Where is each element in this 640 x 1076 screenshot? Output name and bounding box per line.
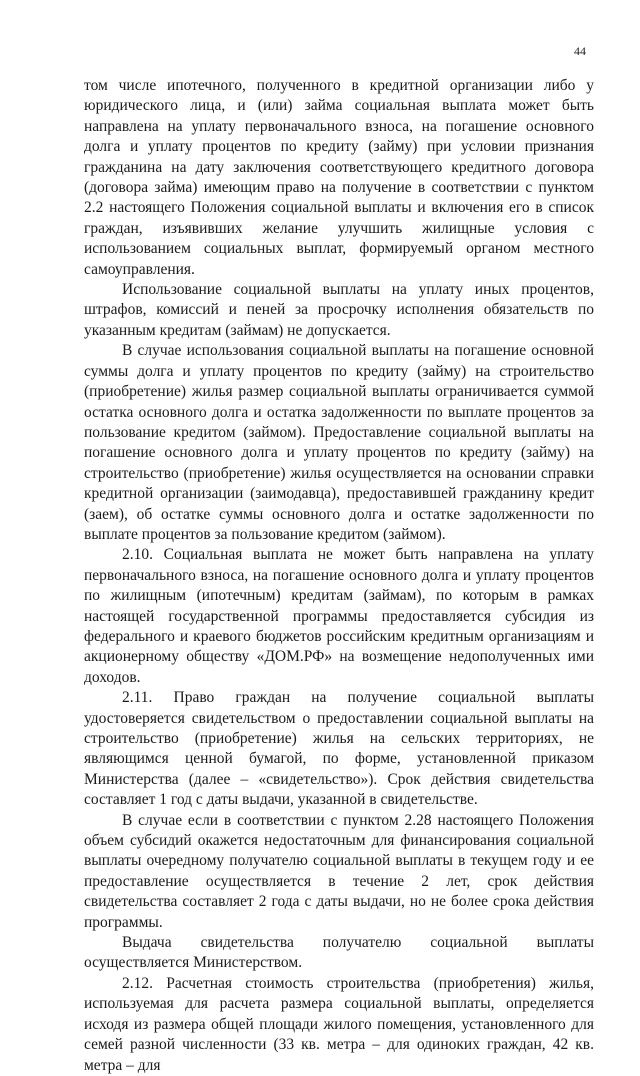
paragraph-section-2-12: 2.12. Расчетная стоимость строительства (приобретения) жилья, используемая для расчета размера социальной выплаты, определяется исходя из размера общей площади жилого помещения, установленного для семей разной численности (33 кв. метра – для одиноких граждан, 42 кв. метра – для [84,974,594,1074]
paragraph-section-2-11: 2.11. Право граждан на получение социальной выплаты удостоверяется свидетельством о предоставлении социальной выплаты на строительство (приобретение) жилья на сельских территориях, не являющимся ценной бумагой, по форме, установленной приказом Министерства (далее – «свидетельство»). Срок действия свидетельства составляет 1 год с даты выдачи, указанной в свидетельстве. [84,689,594,809]
paragraph: В случае использования социальной выплаты на погашение основной суммы долга и уплату процентов по кредиту (займу) на строительство (приобретение) жилья размер социальной выплаты ограничивается суммой остатка основного долга и остатка задолженности по выплате процентов за пользование кредитом (займом). Предоставление социальной выплаты на погашение основного долга и уплату процентов по кредиту (займу) на строительство (приобретение) жилья осуществляется на основании справки кредитной организации (заимодавца), предоставившей гражданину кредит (заем), об остатке суммы основного долга и остатке задолженности по выплате процентов за пользование кредитом (займом). [84,342,594,543]
paragraph: Использование социальной выплаты на уплату иных процентов, штрафов, комиссий и пеней за просрочку исполнения обязательств по указанным кредитам (займам) не допускается. [84,281,594,339]
page-number: 44 [574,44,586,58]
paragraph: В случае если в соответствии с пунктом 2.28 настоящего Положения объем субсидий окажется недостаточным для финансирования социальной выплаты очередному получателю социальной выплаты в текущем году и ее предоставление осуществляется в течение 2 лет, срок действия свидетельства составляет 2 года с даты выдачи, но не более срока действия программы. [84,811,594,931]
paragraph: Выдача свидетельства получателю социальной выплаты осуществляется Министерством. [84,934,594,972]
document-body [84,76,594,1076]
paragraph-section-2-10: 2.10. Социальная выплата не может быть направлена на уплату первоначального взноса, на погашение основного долга и уплату процентов по жилищным (ипотечным) кредитам (займам), по которым в рамках настоящей государственной программы предоставляется субсидия из федерального и краевого бюджетов российским кредитным организациям и акционерному обществу «ДОМ.РФ» на возмещение недополученных ими доходов. [84,546,594,686]
paragraph-continuation: том числе ипотечного, полученного в кредитной организации либо у юридического лица, и (или) займа социальная выплата может быть направлена на уплату первоначального взноса, на погашение основного долга и уплату процентов по кредиту (займу) при условии признания гражданина на дату заключения соответствующего кредитного договора (договора займа) имеющим право на получение в соответствии с пунктом 2.2 настоящего Положения социальной выплаты и включения его в список граждан, изъявивших желание улучшить жилищные условия с использованием социальных выплат, формируемый органом местного самоуправления. [84,77,594,278]
